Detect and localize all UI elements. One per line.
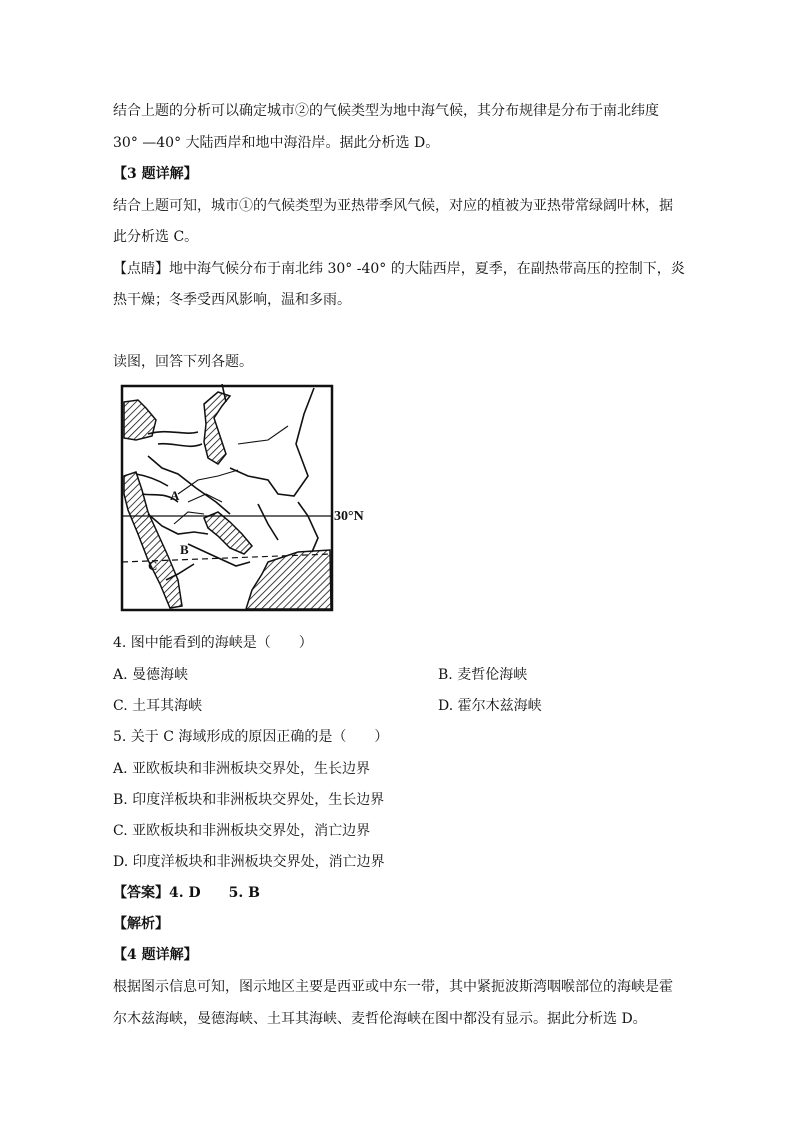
text-line-4: 此分析选 C。 (113, 229, 199, 245)
border-lines (174, 426, 288, 524)
q5-option-a: A. 亚欧板块和非洲板块交界处，生长边界 (113, 761, 371, 777)
q5-option-c: C. 亚欧板块和非洲板块交界处，消亡边界 (113, 823, 371, 839)
map-label-30n: 30°N (334, 509, 364, 524)
sea-persian-gulf (204, 512, 252, 554)
text-line-1: 结合上题的分析可以确定城市②的气候类型为地中海气候，其分布规律是分布于南北纬度 (113, 103, 659, 119)
sea-caspian (204, 392, 230, 464)
text-line-3: 结合上题可知，城市①的气候类型为亚热带季风气候，对应的植被为亚热带常绿阔叶林，据 (113, 198, 673, 214)
q5-option-d: D. 印度洋板块和非洲板块交界处，消亡边界 (113, 854, 385, 870)
q4-detail-line-1: 根据图示信息可知，图示地区主要是西亚或中东一带，其中紧扼波斯湾咽喉部位的海峡是霍 (113, 979, 673, 995)
q4-option-d: D. 霍尔木兹海峡 (438, 698, 542, 714)
section-heading-q3: 【3 题详解】 (113, 166, 198, 182)
q4-detail-line-2: 尔木兹海峡，曼德海峡、土耳其海峡、麦哲伦海峡在图中都没有显示。据此分析选 D。 (113, 1011, 647, 1027)
q4-option-b: B. 麦哲伦海峡 (438, 667, 528, 683)
map-label-b: B (180, 542, 189, 557)
analysis-heading: 【解析】 (113, 916, 169, 932)
middle-east-map (118, 384, 378, 612)
q4-option-c: C. 土耳其海峡 (113, 698, 203, 714)
tip-line-1: 【点睛】地中海气候分布于南北纬 30° -40° 的大陆西岸，夏季，在副热带高压的控制下，炎 (113, 261, 685, 277)
answer-line: 【答案】4. D 5. B (113, 885, 260, 901)
sea-arabian (246, 550, 331, 609)
q4-option-a: A. 曼德海峡 (113, 667, 189, 683)
tip-line-2: 热干燥；冬季受西风影响，温和多雨。 (113, 292, 351, 308)
map-label-a: A (170, 488, 180, 503)
q4-stem: 4. 图中能看到的海峡是（ ） (113, 635, 313, 651)
section-heading-q4: 【4 题详解】 (113, 947, 198, 963)
q5-stem: 5. 关于 C 海域形成的原因正确的是（ ） (113, 729, 389, 745)
q5-option-b: B. 印度洋板块和非洲板块交界处，生长边界 (113, 792, 385, 808)
question-intro: 读图，回答下列各题。 (113, 354, 253, 370)
text-line-2: 30° —40° 大陆西岸和地中海沿岸。据此分析选 D。 (113, 135, 440, 151)
map-label-c: C (148, 558, 158, 573)
